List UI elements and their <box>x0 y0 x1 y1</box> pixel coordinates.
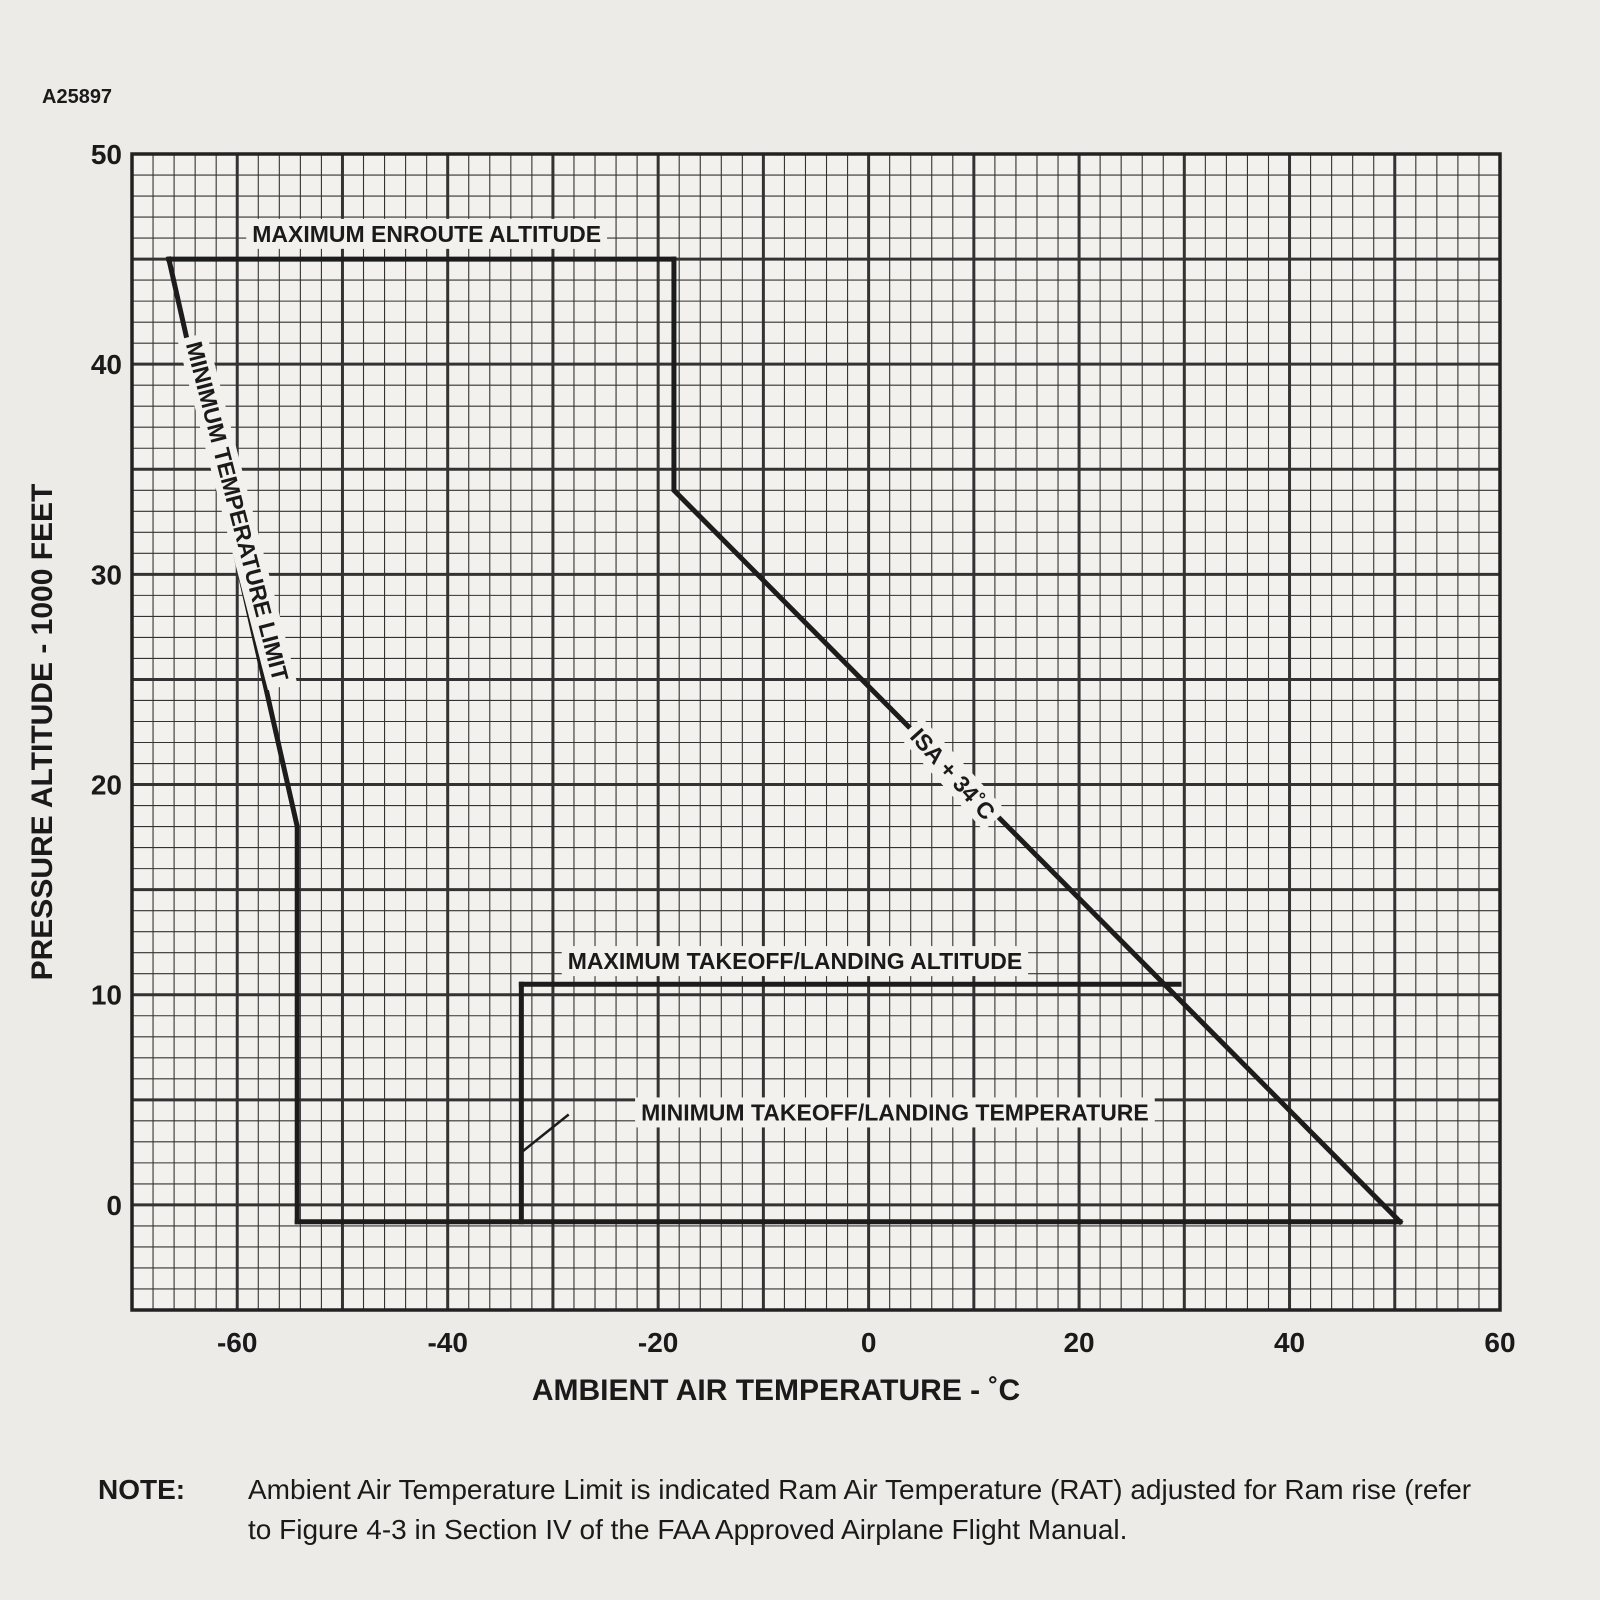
y-tick-label: 50 <box>90 139 122 170</box>
x-tick-label: 0 <box>860 1327 877 1358</box>
x-tick-label: 40 <box>1273 1327 1306 1358</box>
x-tick-label: -60 <box>216 1327 258 1358</box>
x-tick-label: -20 <box>637 1327 679 1358</box>
annotation-4 <box>635 1097 1155 1127</box>
x-tick-label: 60 <box>1484 1327 1516 1358</box>
y-tick-label: 0 <box>106 1189 122 1221</box>
plot-area <box>132 154 1500 1310</box>
annotation-label: MINIMUM TEMPERATURE LIMIT <box>180 338 294 684</box>
y-tick-label: 40 <box>90 349 122 381</box>
annotation-3 <box>562 946 1028 976</box>
annotation-0 <box>246 219 607 249</box>
y-tick-label: 10 <box>90 979 122 1011</box>
annotation-label: MINIMUM TAKEOFF/LANDING TEMPERATURE <box>641 1099 1149 1126</box>
annotation-label: ISA + 34˚C <box>905 723 1001 825</box>
x-axis-label: AMBIENT AIR TEMPERATURE - ˚C <box>531 1374 1021 1407</box>
y-tick-label: 30 <box>90 559 122 591</box>
figure-id: A25897 <box>42 86 113 108</box>
annotation-label: MAXIMUM ENROUTE ALTITUDE <box>252 220 602 247</box>
y-tick-label: 20 <box>90 769 122 801</box>
annotation-label: MAXIMUM TAKEOFF/LANDING ALTITUDE <box>567 948 1023 975</box>
y-axis-label: PRESSURE ALTITUDE - 1000 FEET <box>26 483 59 981</box>
x-tick-label: -40 <box>427 1327 468 1358</box>
x-tick-label: 20 <box>1063 1327 1095 1358</box>
note-label: NOTE: <box>98 1474 186 1505</box>
note-text: Ambient Air Temperature Limit is indicated Ram Air Temperature (RAT) adjusted for Ram rise (refer to Figure 4-3 in Section IV of the FAA Approved Airplane Flight Manual. <box>248 1474 1472 1545</box>
